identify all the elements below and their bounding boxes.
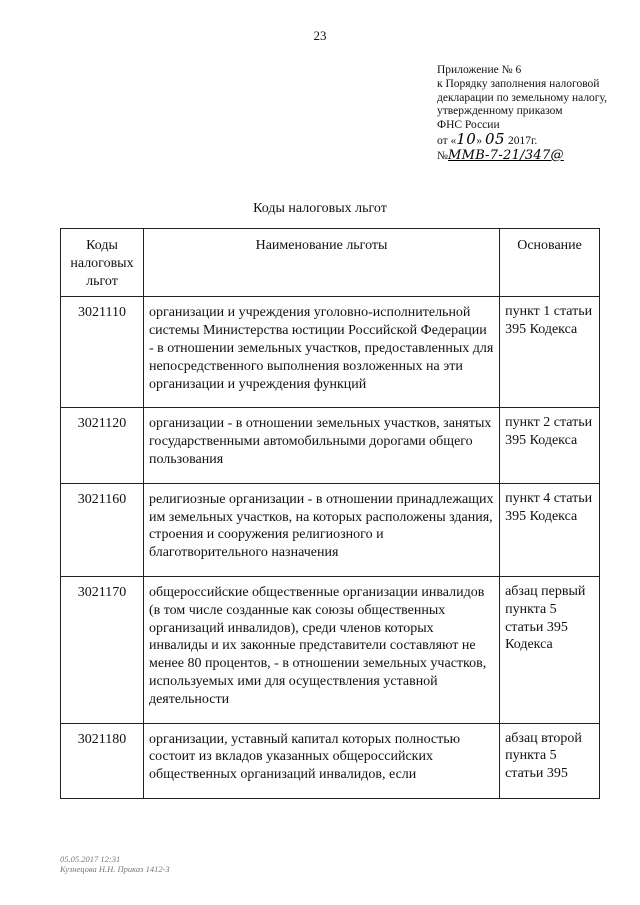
date-prefix: от « bbox=[437, 134, 457, 147]
appendix-date bbox=[437, 129, 637, 149]
footer-timestamp: 05.05.2017 12:31 bbox=[60, 854, 121, 864]
header-code: Коды налоговых льгот bbox=[61, 229, 144, 297]
page-number: 23 bbox=[313, 28, 327, 43]
date-month-handwritten: 05 bbox=[484, 129, 506, 148]
table-row bbox=[61, 576, 600, 723]
benefit-name: религиозные организации - в отношении принадлежащих им земельных участков, на которых расположены здания, строения и сооружения религиозного и благотворительного назначения bbox=[143, 483, 499, 576]
benefit-name: общероссийские общественные организации инвалидов (в том числе созданные как союзы общественных организаций инвалидов), среди членов которых инвалиды и их законные представители составляют не менее 80 процентов, - в отношении земельных участков, используемых ими для осуществления уставной деятельности bbox=[143, 576, 499, 723]
benefit-basis: абзац второй пункта 5 статьи 395 bbox=[500, 723, 600, 798]
appendix-line: декларации по земельному налогу, bbox=[437, 91, 607, 104]
benefit-code: 3021170 bbox=[61, 576, 144, 723]
appendix-title: Приложение № 6 bbox=[437, 64, 522, 76]
appendix-line: ФНС России bbox=[437, 119, 500, 132]
benefit-basis: абзац первый пункта 5 статьи 395 Кодекса bbox=[500, 576, 600, 723]
benefit-name: организации, уставный капитал которых полностью состоит из вкладов указанных общероссийских общественных организаций инвалидов, если bbox=[143, 723, 499, 798]
footer-stamp bbox=[60, 854, 170, 874]
table-header-row bbox=[61, 229, 600, 297]
number-prefix: № bbox=[437, 149, 448, 162]
header-basis: Основание bbox=[500, 229, 600, 297]
table-row bbox=[61, 408, 600, 483]
date-year: 2017г. bbox=[507, 134, 538, 147]
benefit-code: 3021120 bbox=[61, 408, 144, 483]
benefit-basis: пункт 2 статьи 395 Кодекса bbox=[500, 408, 600, 483]
document-title: Коды налоговых льгот bbox=[253, 201, 387, 216]
benefit-name: организации и учреждения уголовно-исполнительной системы Министерства юстиции Российской Федерации - в отношении земельных участков, предоставленных для непосредственного выполнения возложенных на эти организации и учреждения функций bbox=[143, 297, 499, 408]
appendix-number bbox=[437, 149, 637, 164]
date-mid: » bbox=[476, 134, 483, 147]
benefit-basis: пункт 4 статьи 395 Кодекса bbox=[500, 483, 600, 576]
table-row bbox=[61, 723, 600, 798]
table-row bbox=[61, 483, 600, 576]
benefit-name: организации - в отношении земельных участков, занятых государственными автомобильными дорогами общего пользования bbox=[143, 408, 499, 483]
footer-author: Кузнецова Н.Н. Приказ 1412-3 bbox=[60, 864, 170, 874]
benefit-code: 3021110 bbox=[61, 297, 144, 408]
date-day-handwritten: 10 bbox=[456, 129, 477, 148]
appendix-block bbox=[437, 64, 637, 164]
table-row bbox=[61, 297, 600, 408]
header-name: Наименование льготы bbox=[143, 229, 499, 297]
order-number-handwritten: ММВ-7-21/347@ bbox=[447, 147, 564, 163]
appendix-line: утвержденному приказом bbox=[437, 105, 563, 118]
appendix-line: к Порядку заполнения налоговой bbox=[437, 77, 600, 90]
tax-benefit-codes-table bbox=[60, 228, 600, 799]
benefit-code: 3021160 bbox=[61, 483, 144, 576]
benefit-basis: пункт 1 статьи 395 Кодекса bbox=[500, 297, 600, 408]
benefit-code: 3021180 bbox=[61, 723, 144, 798]
